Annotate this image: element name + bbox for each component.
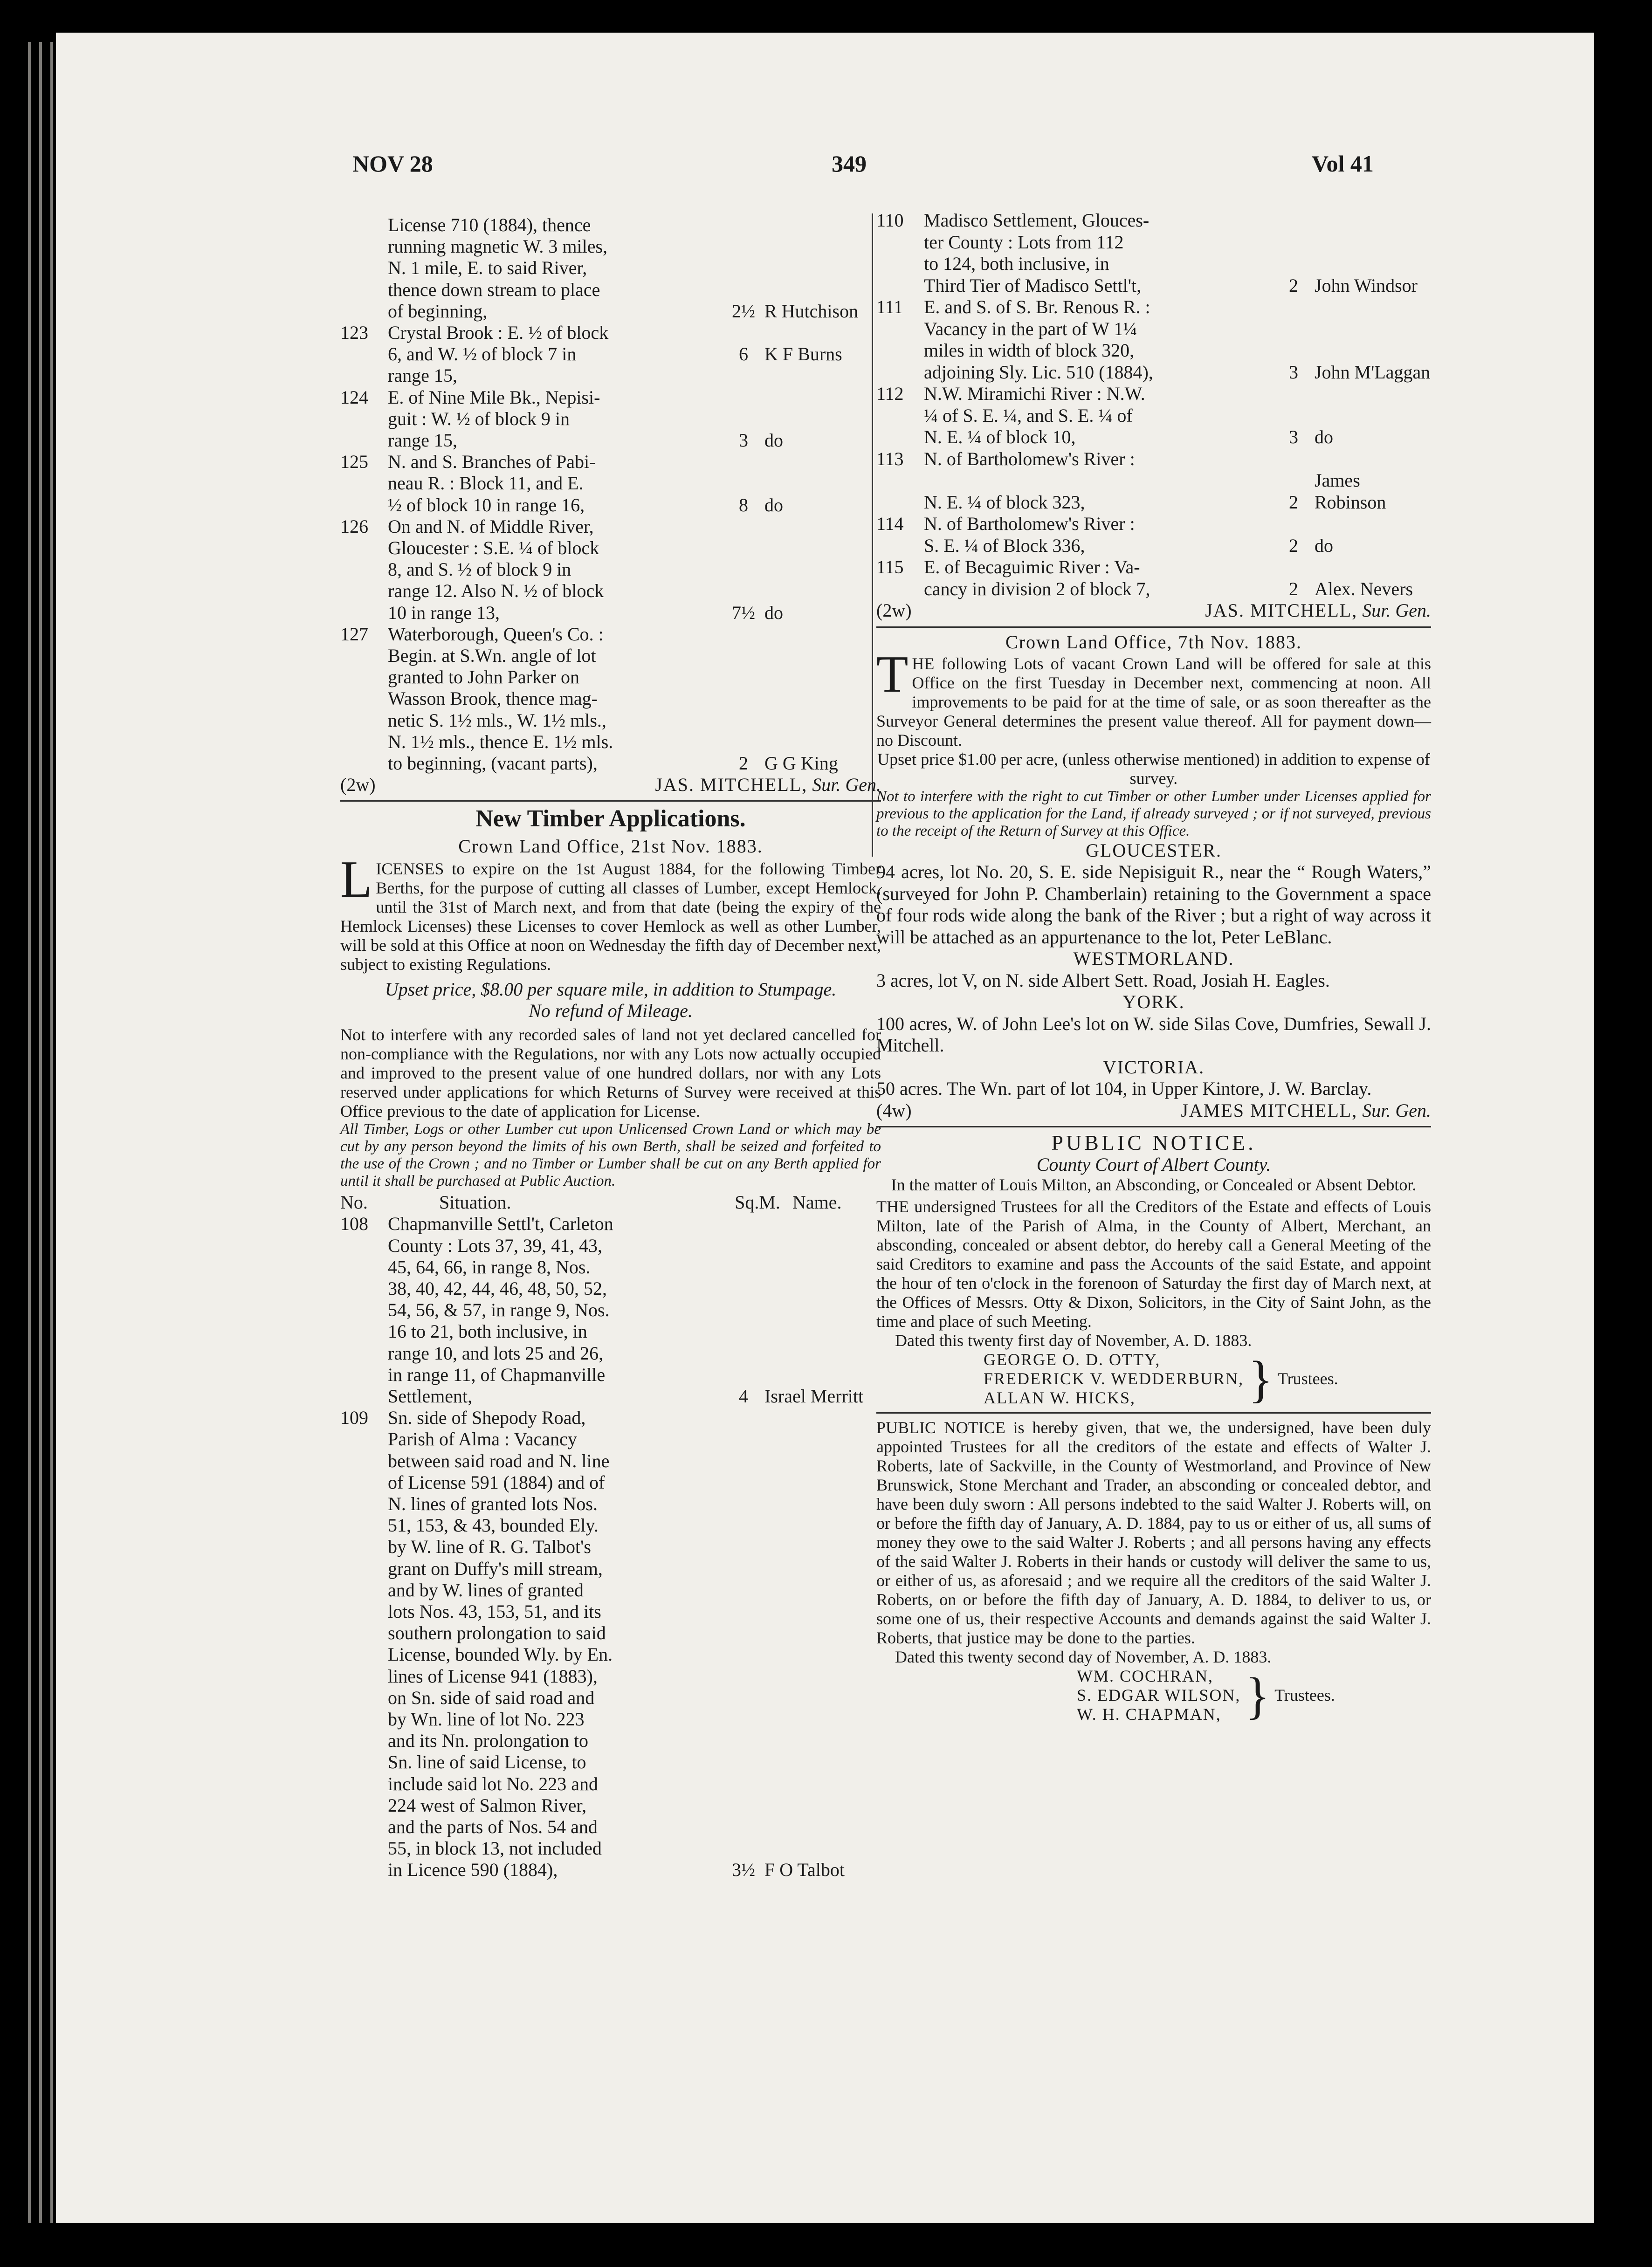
lot-number: 111 [876, 296, 903, 317]
table-row [876, 513, 1431, 535]
table-row [876, 556, 1431, 578]
table-row [876, 318, 1431, 340]
table-row [340, 322, 881, 343]
table-row [876, 426, 1431, 448]
table-row [340, 559, 881, 580]
matter-line: In the matter of Louis Milton, an Absconding, or Concealed or Absent Debtor. [891, 1175, 1417, 1194]
table-row [340, 473, 881, 494]
table-row [340, 1795, 881, 1816]
notice-conditions: Not to interfere with any recorded sales of land not yet declared cancelled for non-compliance with the Regulations, nor with any Lots now actually occupied and improved to the present value of one hundred dollars, nor with any Lots reserved under applications for which Returns of Survey were received at this Office previous to the date of application for License. [340, 1025, 881, 1121]
applicant-name: do [764, 430, 783, 451]
table-row [340, 624, 881, 645]
square-miles: 3 [1289, 426, 1298, 447]
signature: (2w) JAS. MITCHELL, Sur. Gen. [876, 600, 1431, 621]
brace: } [1248, 1350, 1273, 1408]
table-row [340, 1343, 881, 1364]
table-row [340, 1644, 881, 1665]
table-row [340, 1321, 881, 1342]
table-row [340, 1364, 881, 1386]
situation: 10 in range 13, [388, 602, 500, 623]
applicant-name: Israel Merritt [764, 1385, 864, 1407]
applicant-name: do [764, 494, 783, 515]
situation: on Sn. side of said road and [388, 1687, 595, 1708]
situation: License 710 (1884), thence [388, 214, 591, 235]
situation: to beginning, (vacant parts), [388, 753, 598, 774]
table-row [340, 1429, 881, 1450]
applicant-name: John Windsor [1315, 275, 1418, 296]
situation: N.W. Miramichi River : N.W. [924, 383, 1145, 404]
table-row [340, 1472, 881, 1493]
applicant-name: do [1315, 535, 1333, 556]
situation: 224 west of Salmon River, [388, 1794, 587, 1816]
right-column [876, 210, 1431, 1724]
trustees-block: WM. COCHRAN, S. EDGAR WILSON, W. H. CHAPMAN, } Trustees. [1077, 1667, 1335, 1724]
table-row [340, 1622, 881, 1644]
table-row [340, 1558, 881, 1580]
situation: E. of Nine Mile Bk., Nepisi- [388, 386, 600, 408]
situation: 45, 64, 66, in range 8, Nos. [388, 1256, 591, 1278]
situation: ¼ of S. E. ¼, and S. E. ¼ of [924, 405, 1133, 426]
table-row [340, 1213, 881, 1235]
table-row [340, 495, 881, 516]
situation: miles in width of block 320, [924, 340, 1135, 361]
lot-number: 109 [340, 1407, 368, 1429]
dated-line: Dated this twenty second day of November, A. D. 1883. [895, 1648, 1272, 1666]
table-row [876, 383, 1431, 405]
county-heading-victoria: VICTORIA. [1102, 1056, 1205, 1078]
situation: running magnetic W. 3 miles, [388, 236, 608, 257]
situation: Gloucester : S.E. ¼ of block [388, 537, 599, 559]
situation: neau R. : Block 11, and E. [388, 473, 584, 494]
public-notice-body: THE undersigned Trustees for all the Creditors of the Estate and effects of Louis Milton, late of the Parish of Alma, in the County of Albert, Merchant, an absconding, concealed or absent debtor, do hereby call a General Meeting of the said Creditors to examine and pass the Accounts of the said Estate, and appoint the hour of ten o'clock in the forenoon of Saturday the first day of March next, at the Offices of Messrs. Otty & Dixon, Solicitors, in the City of Saint John, as the time and place of such Meeting. [876, 1197, 1431, 1331]
table-row [340, 1709, 881, 1730]
situation: grant on Duffy's mill stream, [388, 1558, 603, 1579]
situation: ter County : Lots from 112 [924, 231, 1124, 253]
table-row [876, 296, 1431, 318]
square-miles: 2 [739, 753, 748, 774]
situation: Parish of Alma : Vacancy [388, 1429, 577, 1450]
upset-price: Upset price, $8.00 per square mile, in addition to Stumpage. [385, 978, 837, 1000]
table-row [340, 451, 881, 473]
upset-price: Upset price $1.00 per acre, (unless otherwise mentioned) in addition to expense of survey. [877, 749, 1430, 788]
square-miles: 6 [739, 343, 748, 365]
signature: (2w) JAS. MITCHELL, Sur. Gen. [340, 774, 881, 796]
situation: N. of Bartholomew's River : [924, 448, 1135, 469]
situation: and the parts of Nos. 54 and [388, 1816, 598, 1837]
situation: and its Nn. prolongation to [388, 1730, 588, 1752]
divider [876, 1126, 1431, 1127]
situation: lines of License 941 (1883), [388, 1665, 598, 1687]
table-row [340, 1407, 881, 1429]
situation: E. and S. of S. Br. Renous R. : [924, 296, 1150, 317]
situation: S. E. ¼ of Block 336, [924, 535, 1085, 556]
table-row [340, 516, 881, 537]
applicant-name: G G King [764, 753, 838, 774]
table-row [340, 1450, 881, 1472]
square-miles: 2 [1289, 578, 1298, 599]
square-miles: 4 [739, 1385, 748, 1407]
square-miles: 8 [739, 494, 748, 515]
situation: range 10, and lots 25 and 26, [388, 1342, 604, 1364]
situation: adjoining Sly. Lic. 510 (1884), [924, 361, 1153, 383]
table-row [340, 1816, 881, 1838]
lot-number: 115 [876, 556, 904, 577]
situation: range 15, [388, 430, 457, 451]
table-row [340, 1601, 881, 1622]
office-line: Crown Land Office, 7th Nov. 1883. [1005, 631, 1302, 653]
situation: of beginning, [388, 300, 488, 322]
table-row [340, 1299, 881, 1321]
situation: in range 11, of Chapmanville [388, 1364, 606, 1385]
table-row [340, 279, 881, 301]
situation: Chapmanville Settl't, Carleton [388, 1213, 613, 1235]
continued-listing [340, 214, 881, 774]
divider [876, 626, 1431, 628]
lot-gloucester: 94 acres, lot No. 20, S. E. side Nepisiguit R., near the “ Rough Waters,” (surveyed for John P. Chamberlain) retaining to the Government a space of four rods wide along the bank of the River ; but a right of way across it will be attached as an appurtenance to the lot, Peter LeBlanc. [876, 861, 1431, 948]
table-row [876, 448, 1431, 470]
table-row [340, 365, 881, 386]
signature: (4w) JAMES MITCHELL, Sur. Gen. [876, 1099, 1431, 1121]
situation: 38, 40, 42, 44, 46, 48, 50, 52, [388, 1278, 607, 1299]
county-heading-gloucester: GLOUCESTER. [1086, 839, 1222, 861]
situation: Sn. side of Shepody Road, [388, 1407, 586, 1429]
table-row [876, 578, 1431, 600]
situation: N. 1½ mls., thence E. 1½ mls. [388, 731, 613, 752]
situation: range 12. Also N. ½ of block [388, 580, 604, 602]
left-column [340, 214, 881, 1881]
lot-westmorland: 3 acres, lot V, on N. side Albert Sett. Road, Josiah H. Eagles. [876, 969, 1330, 991]
notice-penalty: All Timber, Logs or other Lumber cut upon Unlicensed Crown Land or which may be cut by any person beyond the limits of his own Berth, shall be seized and forfeited to the use of the Crown ; and no Timber or Lumber shall be cut on any Berth applied for until it shall be purchased at Public Auction. [340, 1121, 881, 1190]
section-title: New Timber Applications. [475, 805, 746, 832]
square-miles: 3 [739, 430, 748, 451]
table-row [340, 1580, 881, 1601]
situation: Third Tier of Madisco Settl't, [924, 275, 1142, 296]
table-row [876, 275, 1431, 297]
table-row [340, 1730, 881, 1752]
applicant-name: do [1315, 426, 1333, 447]
situation: ½ of block 10 in range 16, [388, 494, 585, 515]
table-row [340, 731, 881, 753]
situation: 6, and W. ½ of block 7 in [388, 343, 577, 365]
situation: Vacancy in the part of W 1¼ [924, 318, 1137, 339]
situation: of License 591 (1884) and of [388, 1471, 605, 1493]
table-row [340, 1493, 881, 1515]
situation: by Wn. line of lot No. 223 [388, 1708, 585, 1730]
public-notice-2-body: PUBLIC NOTICE is hereby given, that we, the undersigned, have been duly appointed Trustees for all the creditors of the estate and effects of Walter J. Roberts, late of Sackville, in the County of Westmorland, and Province of New Brunswick, Stone Merchant and Trader, an absconding or concealed debtor, and have been duly sworn : All persons indebted to the said Walter J. Roberts will, on or before the fifth day of January, A. D. 1884, pay to us or either of us, all sums of money they owe to the said Walter J. Roberts ; and all persons having any effects of the said Walter J. Roberts in their hands or custody will deliver the same to us, or either of us, as aforesaid ; and we require all the creditors of the said Walter J. Roberts, on or before the fifth day of January, A. D. 1884, to deliver to us, or some one of us, their respective Accounts and demands against the said Walter J. Roberts, that justice may be done to the parties. [876, 1418, 1431, 1647]
situation: to 124, both inclusive, in [924, 253, 1109, 274]
square-miles: 3½ [732, 1859, 755, 1881]
table-row [340, 387, 881, 408]
situation: N. and S. Branches of Pabi- [388, 451, 596, 473]
county-heading-york: YORK. [1122, 991, 1185, 1012]
situation: 8, and S. ½ of block 9 in [388, 559, 571, 580]
table-row [876, 405, 1431, 427]
lot-number: 127 [340, 623, 368, 645]
header-volume: Vol 41 [1312, 151, 1374, 177]
situation: 55, in block 13, not included [388, 1838, 602, 1859]
sale-notice-body: THE following Lots of vacant Crown Land will be offered for sale at this Office on the first Tuesday in December next, commencing at noon. All improvements to be paid for at the time of sale, or as soon thereafter as the Surveyor General determines the present value thereof. All for payment down—no Discount. [876, 645, 1431, 749]
table-row [340, 1687, 881, 1709]
office-line: Crown Land Office, 21st Nov. 1883. [458, 835, 763, 857]
sale-note: Not to interfere with the right to cut Timber or other Lumber under Licenses applied for previous to the application for the Land, if already surveyed ; or if not surveyed, previous to the receipt of the Return of Survey at this Office. [876, 788, 1431, 839]
situation: N. of Bartholomew's River : [924, 513, 1135, 534]
table-row [340, 537, 881, 559]
table-row [876, 232, 1431, 254]
applicant-name: Alex. Nevers [1315, 578, 1413, 599]
timber-berth-table [340, 1213, 881, 1881]
square-miles: 2 [1289, 275, 1298, 296]
applicant-name: John M'Laggan [1315, 361, 1431, 383]
situation: guit : W. ½ of block 9 in [388, 408, 570, 429]
brace: } [1245, 1667, 1270, 1724]
notice-body: LICENSES to expire on the 1st August 1884, for the following Timber Berths, for the purpose of cutting all classes of Lumber, except Hemlock, until the 31st of March next, and from that date (being the expiry of the Hemlock Licenses) these Licenses to cover Hemlock as well as other Lumber, will be sold at this Office at noon on Wednesday the fifth day of December next, subject to existing Regulations. [340, 850, 881, 974]
table-row [340, 602, 881, 624]
lot-victoria: 50 acres. The Wn. part of lot 104, in Upper Kintore, J. W. Barclay. [876, 1078, 1372, 1099]
situation: Madisco Settlement, Glouces- [924, 210, 1150, 231]
square-miles: 7½ [732, 602, 755, 623]
table-row [876, 470, 1431, 513]
situation: by W. line of R. G. Talbot's [388, 1536, 591, 1558]
court-name: County Court of Albert County. [1036, 1154, 1271, 1175]
table-row [340, 1859, 881, 1881]
situation: 51, 153, & 43, bounded Ely. [388, 1515, 599, 1536]
table-row [340, 666, 881, 688]
table-row [340, 645, 881, 666]
table-row [340, 1278, 881, 1299]
situation: Wasson Brook, thence mag- [388, 688, 598, 709]
situation: range 15, [388, 365, 457, 386]
applicant-name: do [764, 602, 783, 623]
situation: County : Lots 37, 39, 41, 43, [388, 1235, 603, 1256]
table-row [340, 710, 881, 731]
lot-number: 112 [876, 383, 904, 404]
lot-number: 125 [340, 451, 368, 473]
table-row [340, 1536, 881, 1558]
lot-number: 126 [340, 515, 368, 537]
situation: E. of Becaguimic River : Va- [924, 556, 1140, 577]
table-row [340, 343, 881, 365]
situation: granted to John Parker on [388, 666, 580, 688]
table-row [340, 257, 881, 279]
table-row [876, 253, 1431, 275]
table-row [340, 1838, 881, 1859]
header-date: NOV 28 [352, 151, 433, 177]
square-miles: 2 [1289, 535, 1298, 556]
lot-number: 123 [340, 322, 368, 343]
situation: Sn. line of said License, to [388, 1752, 586, 1773]
situation: N. 1 mile, E. to said River, [388, 257, 587, 279]
table-row [340, 1257, 881, 1278]
table-row [340, 214, 881, 236]
situation: thence down stream to place [388, 279, 600, 300]
situation: N. lines of granted lots Nos. [388, 1493, 598, 1514]
square-miles: 2½ [732, 300, 755, 322]
table-row [340, 1386, 881, 1407]
page-edge [50, 42, 53, 2223]
square-miles: 3 [1289, 361, 1298, 383]
table-row [340, 1666, 881, 1687]
table-row [876, 210, 1431, 232]
table-row [340, 580, 881, 602]
situation: cancy in division 2 of block 7, [924, 578, 1150, 599]
situation: 16 to 21, both inclusive, in [388, 1321, 587, 1342]
trustees-block: GEORGE O. D. OTTY, FREDERICK V. WEDDERBURN, ALLAN W. HICKS, } Trustees. [984, 1350, 1338, 1408]
lot-number: 114 [876, 513, 904, 534]
divider [340, 800, 881, 802]
situation: Begin. at S.Wn. angle of lot [388, 645, 596, 666]
situation: Settlement, [388, 1385, 473, 1407]
situation: Waterborough, Queen's Co. : [388, 623, 604, 645]
applicant-name: K F Burns [764, 343, 842, 365]
table-row [340, 1235, 881, 1257]
situation: On and N. of Middle River, [388, 515, 594, 537]
situation: between said road and N. line [388, 1450, 610, 1471]
header-page-number: 349 [832, 151, 867, 177]
situation: lots Nos. 43, 153, 51, and its [388, 1601, 601, 1622]
situation: N. E. ¼ of block 10, [924, 426, 1076, 447]
lot-number: 113 [876, 448, 904, 469]
situation: netic S. 1½ mls., W. 1½ mls., [388, 709, 606, 731]
situation: in Licence 590 (1884), [388, 1859, 558, 1881]
situation: and by W. lines of granted [388, 1579, 584, 1601]
page-edge [28, 42, 31, 2223]
situation: 54, 56, & 57, in range 9, Nos. [388, 1299, 610, 1321]
table-row [340, 430, 881, 451]
table-row [340, 1773, 881, 1795]
applicant-name: James Robinson [1315, 470, 1386, 513]
lot-number: 108 [340, 1213, 368, 1235]
lot-number: 110 [876, 210, 904, 231]
table-row [340, 408, 881, 430]
applicant-name: R Hutchison [764, 300, 859, 322]
timber-berth-table-continued [876, 210, 1431, 600]
public-notice-title: PUBLIC NOTICE. [1051, 1131, 1256, 1154]
dated-line: Dated this twenty first day of November, A. D. 1883. [895, 1331, 1252, 1350]
situation: southern prolongation to said [388, 1622, 606, 1644]
table-row [340, 688, 881, 709]
situation: include said lot No. 223 and [388, 1773, 599, 1794]
page-edge [39, 42, 42, 2223]
table-row [340, 1752, 881, 1773]
table-row [340, 301, 881, 322]
divider [876, 1412, 1431, 1414]
lot-number: 124 [340, 386, 368, 408]
table-row [340, 236, 881, 257]
situation: License, bounded Wly. by En. [388, 1644, 613, 1665]
county-heading-westmorland: WESTMORLAND. [1073, 948, 1234, 969]
table-row [876, 340, 1431, 362]
table-row [876, 535, 1431, 557]
table-header: No. Situation. Sq.M. Name. [340, 1192, 842, 1213]
table-row [340, 753, 881, 774]
table-row [340, 1515, 881, 1536]
lot-york: 100 acres, W. of John Lee's lot on W. side Silas Cove, Dumfries, Sewall J. Mitchell. [876, 1013, 1431, 1056]
table-row [876, 362, 1431, 384]
refund-note: No refund of Mileage. [529, 1000, 693, 1021]
applicant-name: F O Talbot [764, 1859, 845, 1881]
square-miles: 2 [1289, 491, 1298, 513]
situation: N. E. ¼ of block 323, [924, 491, 1085, 513]
situation: Crystal Brook : E. ½ of block [388, 322, 609, 343]
